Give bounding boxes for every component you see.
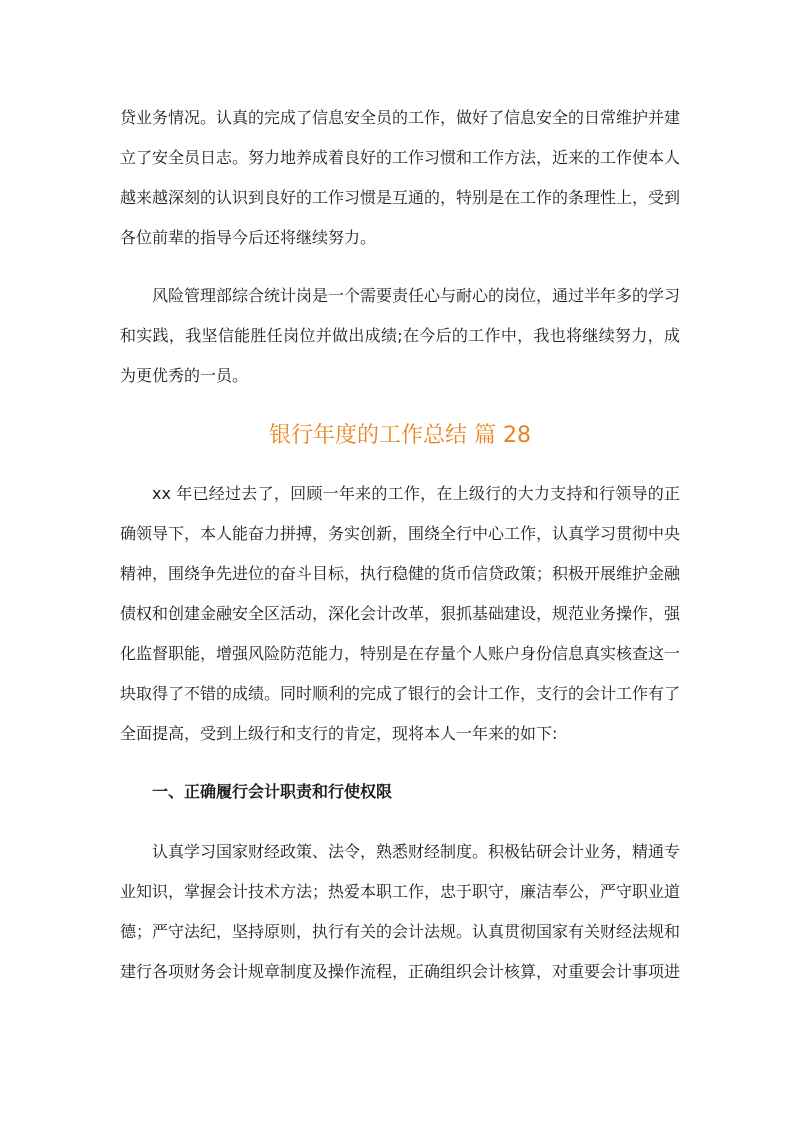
paragraph-continued: 贷业务情况。认真的完成了信息安全员的工作，做好了信息安全的日常维护并建立了安全员日志。努力地养成着良好的工作习惯和工作方法，近来的工作使本人越来越深刻的认识到良好的工作习惯是互通的，特别是在工作的条理性上，受到各位前辈的指导今后还将继续努力。	[120, 108, 681, 247]
paragraph-conclusion: 风险管理部综合统计岗是一个需要责任心与耐心的岗位，通过半年多的学习和实践，我坚信能胜任岗位并做出成绩;在今后的工作中，我也将继续努力，成为更优秀的一员。	[120, 286, 681, 385]
paragraph-intro: xx 年已经过去了，回顾一年来的工作，在上级行的大力支持和行领导的正确领导下，本人能奋力拼搏，务实创新，围绕全行中心工作，认真学习贯彻中央精神，围绕争先进位的奋斗目标，执行稳健的货币信贷政策；积极开展维护金融债权和创建金融安全区活动，深化会计改革，狠抓基础建设，规范业务操作，强化监督职能，增强风险防范能力，特别是在存量个人账户身份信息真实核查这一块取得了不错的成绩。同时顺利的完成了银行的会计工作，支行的会计工作有了全面提高，受到上级行和支行的肯定，现将本人一年来的如下:	[120, 484, 681, 743]
document-content	[120, 98, 680, 992]
section-heading-1: 一、正确履行会计职责和行使权限	[152, 782, 393, 801]
section-title: 银行年度的工作总结 篇 28	[269, 423, 531, 448]
paragraph-heading-1: 认真学习国家财经政策、法令，熟悉财经制度。积极钻研会计业务，精通专业知识，掌握会计技术方法；热爱本职工作，忠于职守，廉洁奉公，严守职业道德；严守法纪，坚持原则，执行有关的会计法规。认真贯彻国家有关财经法规和建行各项财务会计规章制度及操作流程，正确组织会计核算，对重要会计事项进	[120, 842, 681, 981]
